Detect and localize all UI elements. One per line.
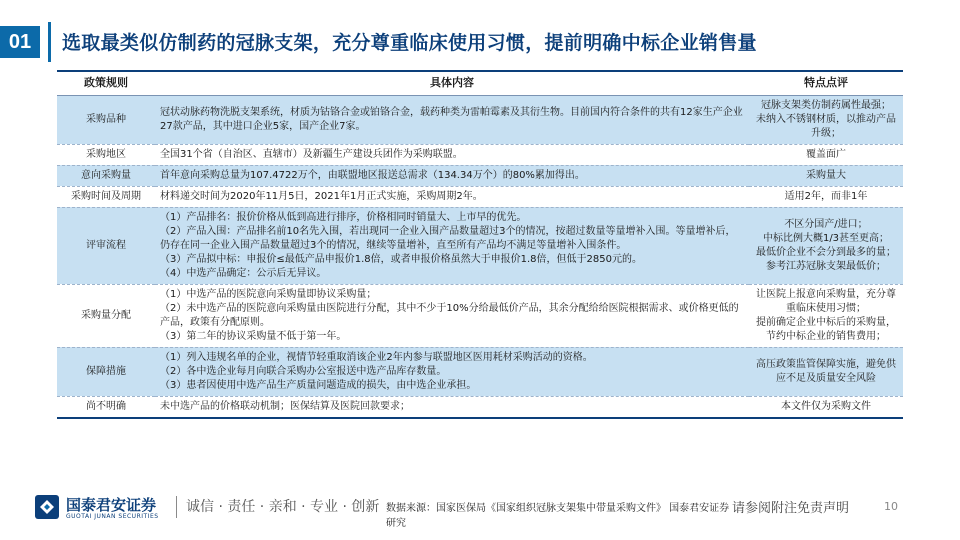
table-row xyxy=(57,144,903,165)
row-category: 采购地区 xyxy=(57,144,155,165)
comment-line: 提前确定企业中标后的采购量，节约中标企业的销售费用； xyxy=(756,316,896,342)
content-line: （3）患者因使用中选产品生产质量问题造成的损失，由中选企业承担。 xyxy=(160,379,477,391)
row-comment xyxy=(749,165,903,186)
content-line: 首年意向采购总量为107.4722万个，由联盟地区报送总需求（134.34万个）的80%累加得出。 xyxy=(160,169,585,181)
footer-divider xyxy=(176,496,177,518)
content-line: （1）产品排名：报价价格从低到高进行排序，价格相同时销量大、上市早的优先。 xyxy=(160,211,527,223)
row-category: 尚不明确 xyxy=(57,396,155,418)
header-policy-rule: 政策规则 xyxy=(57,71,155,95)
content-line: 材料递交时间为2020年11月5日，2021年1月正式实施，采购周期2年。 xyxy=(160,190,483,202)
row-content xyxy=(155,165,749,186)
comment-line: 冠脉支架类仿制药属性最强； xyxy=(761,99,891,111)
row-comment xyxy=(749,95,903,144)
company-slogan: 诚信 · 责任 · 亲和 · 专业 · 创新 xyxy=(186,499,380,515)
content-line: 全国31个省（自治区、直辖市）及新疆生产建设兵团作为采购联盟。 xyxy=(160,148,463,160)
page-number: 10 xyxy=(884,500,898,513)
comment-line: 高压政策监管保障实施，避免供应不足及质量安全风险 xyxy=(756,358,896,384)
table-body xyxy=(57,95,903,418)
row-comment xyxy=(749,186,903,207)
company-logo-icon xyxy=(34,494,60,520)
row-content xyxy=(155,144,749,165)
content-line: 未中选产品的价格联动机制；医保结算及医院回款要求； xyxy=(160,400,410,412)
comment-line: 本文件仅为采购文件 xyxy=(781,400,871,412)
row-content xyxy=(155,347,749,396)
content-line: （1）列入违规名单的企业，视情节轻重取消该企业2年内参与联盟地区医用耗材采购活动的资格。 xyxy=(160,351,593,363)
row-content xyxy=(155,95,749,144)
row-category: 采购品种 xyxy=(57,95,155,144)
comment-line: 让医院上报意向采购量，充分尊重临床使用习惯； xyxy=(756,288,896,314)
row-content xyxy=(155,186,749,207)
row-comment xyxy=(749,207,903,284)
table-row xyxy=(57,207,903,284)
comment-line: 最低价企业不会分到最多的量； xyxy=(756,246,896,258)
table-row xyxy=(57,186,903,207)
content-line: （3）第二年的协议采购量不低于第一年。 xyxy=(160,330,347,342)
title-accent-rule xyxy=(48,22,51,62)
slide-title: 选取最类似仿制药的冠脉支架，充分尊重临床使用习惯，提前明确中标企业销售量 xyxy=(62,32,757,54)
content-line: （2）各中选企业每月向联合采购办公室报送中选产品库存数量。 xyxy=(160,365,447,377)
row-category: 采购时间及周期 xyxy=(57,186,155,207)
policy-table xyxy=(57,70,903,419)
table-row xyxy=(57,347,903,396)
row-content xyxy=(155,284,749,347)
section-badge: 01 xyxy=(0,26,40,58)
header-content: 具体内容 xyxy=(155,71,749,95)
row-comment xyxy=(749,284,903,347)
row-comment xyxy=(749,396,903,418)
table-row xyxy=(57,165,903,186)
company-logo-english: GUOTAI JUNAN SECURITIES xyxy=(66,513,159,520)
table-row xyxy=(57,284,903,347)
content-line: （4）中选产品确定：公示后无异议。 xyxy=(160,267,327,279)
comment-line: 适用2年，而非1年 xyxy=(784,190,868,202)
policy-table-container xyxy=(57,70,903,419)
row-comment xyxy=(749,144,903,165)
content-line: （2）未中选产品的医院意向采购量由医院进行分配，其中不少于10%分给最低价产品，其余分配给给医院根据需求、或价格更低的产品，政策有分配原则。 xyxy=(160,302,739,328)
comment-line: 未纳入不锈钢材质，以推动产品升级； xyxy=(756,113,896,139)
row-category: 保障措施 xyxy=(57,347,155,396)
row-category: 意向采购量 xyxy=(57,165,155,186)
row-category: 评审流程 xyxy=(57,207,155,284)
slide-header xyxy=(0,0,960,64)
row-content xyxy=(155,396,749,418)
content-line: （2）产品入围：产品排名前10名先入围，若出现同一企业入围产品数量超过3个的情况，按超过数量等量增补入围。等量增补后，仍存在同一企业入围产品数量超过3个的情况，继续等量增补，直至所有产品均不满足等量增补入围条件。 xyxy=(160,225,736,251)
row-comment xyxy=(749,347,903,396)
comment-line: 不区分国产/进口； xyxy=(784,218,868,230)
comment-line: 参考江苏冠脉支架最低价； xyxy=(766,260,886,272)
row-category: 采购量分配 xyxy=(57,284,155,347)
table-header-row xyxy=(57,71,903,95)
content-line: 冠状动脉药物洗脱支架系统，材质为钴铬合金或铂铬合金，载药种类为雷帕霉素及其衍生物。目前国内符合条件的共有12家生产企业27款产品，其中进口企业5家，国产企业7家。 xyxy=(160,106,743,132)
header-comment: 特点点评 xyxy=(749,71,903,95)
company-logo-name: 国泰君安证券 xyxy=(66,496,157,514)
comment-line: 中标比例大概1/3甚至更高； xyxy=(762,232,890,244)
table-row xyxy=(57,95,903,144)
row-content xyxy=(155,207,749,284)
comment-line: 覆盖面广 xyxy=(806,148,846,160)
content-line: （3）产品拟中标：申报价≤最低产品申报价1.8倍，或者申报价格虽然大于申报价1.8倍，但低于2850元的。 xyxy=(160,253,642,265)
table-row xyxy=(57,396,903,418)
data-source: 数据来源：国家医保局《国家组织冠脉支架集中带量采购文件》 国泰君安证券研究 xyxy=(386,503,730,529)
comment-line: 采购量大 xyxy=(806,169,846,181)
disclaimer-note: 请参阅附注免责声明 xyxy=(732,501,850,516)
content-line: （1）中选产品的医院意向采购量即协议采购量； xyxy=(160,288,377,300)
